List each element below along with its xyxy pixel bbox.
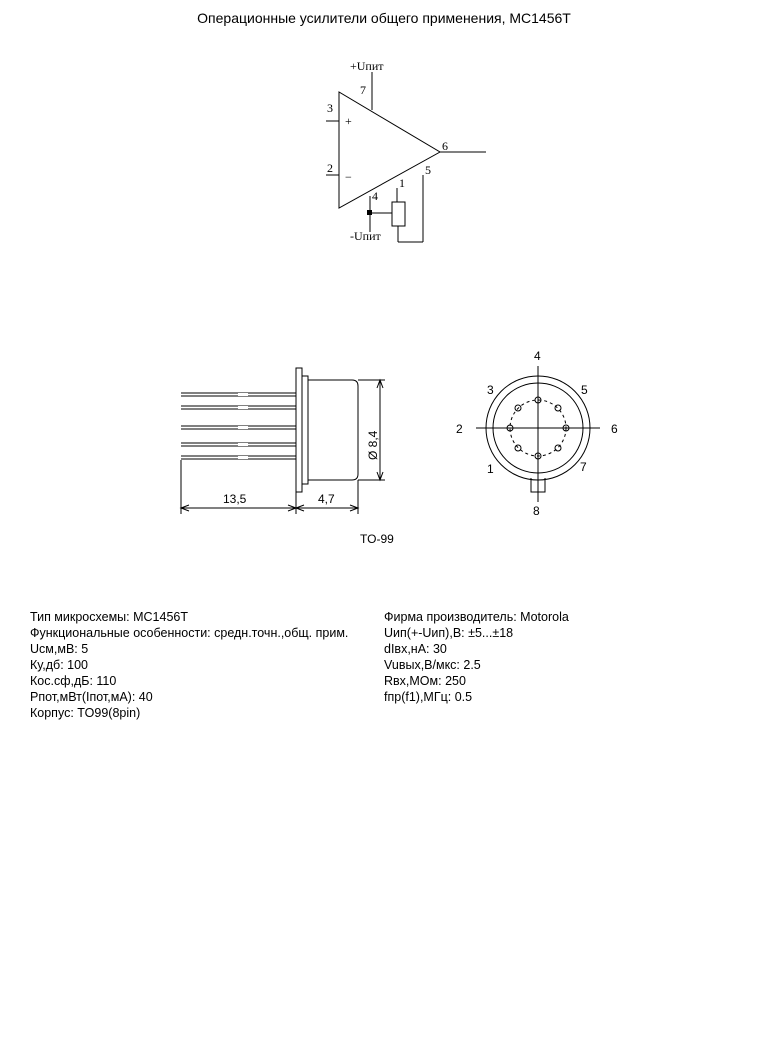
spec-chip-type: Тип микросхемы: MC1456T: [30, 610, 188, 624]
specs-right-column: [384, 609, 569, 705]
spec-power: Рпот,мВт(Iпот,мА): 40: [30, 690, 153, 704]
bottom-pin-6-label: 6: [611, 422, 618, 436]
bottom-pin-1-label: 1: [487, 462, 494, 476]
minus-sign: −: [345, 170, 352, 184]
pin-6-label: 6: [442, 139, 448, 153]
lead-mark: [238, 456, 248, 459]
pin-7-label: 7: [360, 83, 366, 97]
dim-body-label: 4,7: [318, 492, 335, 506]
opamp-schematic: [326, 72, 486, 242]
bottom-pin-3-label: 3: [487, 383, 494, 397]
vplus-label: +Uпит: [350, 59, 384, 73]
opamp-triangle: [339, 92, 440, 208]
spec-slew-rate: Vuвых,В/мкс: 2.5: [384, 658, 481, 672]
bottom-pin-7-label: 7: [580, 460, 587, 474]
pin-2-label: 2: [327, 161, 333, 175]
bottom-pin-2-label: 2: [456, 422, 463, 436]
pin-3-label: 3: [327, 101, 333, 115]
pin-1-label: 1: [399, 176, 405, 190]
pin-5-label: 5: [425, 163, 431, 177]
bottom-pin-5-label: 5: [581, 383, 588, 397]
spec-input-resistance: Rвх,МОм: 250: [384, 674, 466, 688]
package-name-label: TO-99: [360, 532, 394, 546]
bottom-pin-4-label: 4: [534, 349, 541, 363]
dim-length-label: 13,5: [223, 492, 247, 506]
lead-mark: [238, 426, 248, 429]
spec-cmrr: Кос.сф,дБ: 110: [30, 674, 117, 688]
pin-hole: [515, 445, 521, 451]
spec-offset-voltage: Uсм,мВ: 5: [30, 642, 89, 656]
spec-input-current: dIвх,нА: 30: [384, 642, 447, 656]
bottom-pin-8-label: 8: [533, 504, 540, 518]
page-title: Операционные усилители общего применения, MC1456T: [197, 10, 571, 26]
wiper-junction-dot: [367, 210, 372, 215]
lead-mark: [238, 443, 248, 446]
dim-diameter-label: Ø 8,4: [366, 430, 380, 460]
package-side-view: [181, 368, 385, 514]
spec-gain: Ку,дб: 100: [30, 658, 89, 672]
lead-mark: [238, 393, 248, 396]
spec-package: Корпус: TO99(8pin): [30, 706, 141, 720]
spec-supply-voltage: Uип(+-Uип),В: ±5...±18: [384, 626, 514, 640]
pin-hole: [555, 445, 561, 451]
pin-4-label: 4: [372, 189, 378, 203]
lead-mark: [238, 406, 248, 409]
trim-potentiometer: [392, 202, 405, 226]
specs-left-column: [30, 609, 348, 721]
spec-features: Функциональные особенности: средн.точн.,общ. прим.: [30, 626, 349, 640]
spec-bandwidth: fпр(f1),МГц: 0.5: [384, 690, 473, 704]
plus-sign: +: [345, 114, 352, 128]
pin-hole: [555, 405, 561, 411]
spec-manufacturer: Фирма производитель: Motorola: [384, 610, 569, 624]
vminus-label: -Uпит: [350, 229, 381, 243]
